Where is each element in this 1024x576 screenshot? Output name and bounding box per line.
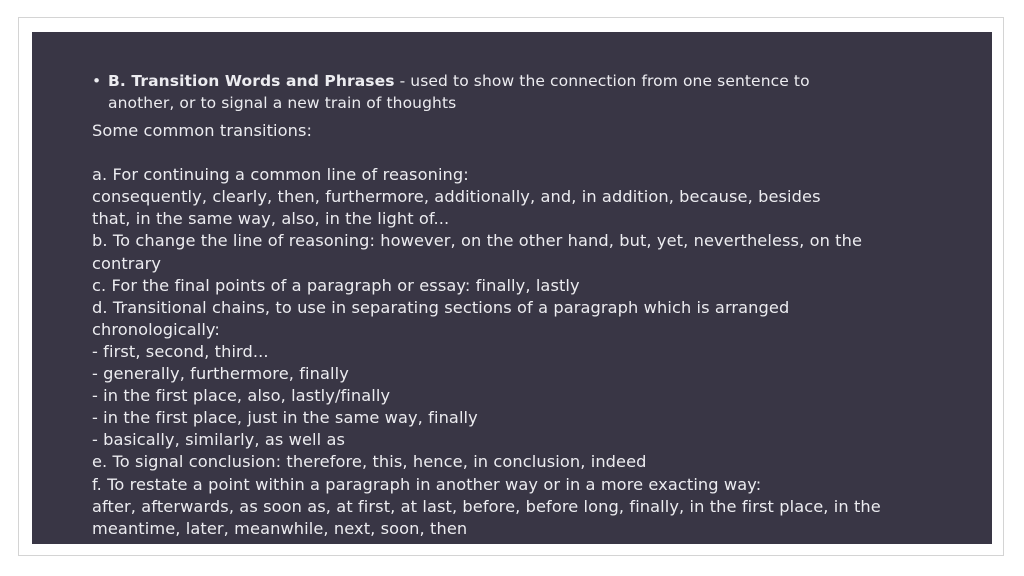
bullet-item — [92, 70, 912, 114]
bullet-text — [108, 70, 912, 114]
body-line: meantime, later, meanwhile, next, soon, then — [92, 518, 468, 538]
body-line: - in the first place, just in the same way, finally — [92, 408, 478, 428]
body-line: d. Transitional chains, to use in separating sections of a paragraph which is arranged — [92, 297, 790, 317]
body-line: b. To change the line of reasoning: however, on the other hand, but, yet, nevertheless, on the — [92, 231, 863, 251]
blank-line — [92, 142, 932, 164]
body-line: - in the first place, also, lastly/finally — [92, 386, 391, 406]
body-line: e. To signal conclusion: therefore, this, hence, in conclusion, indeed — [92, 452, 647, 472]
body-line: that, in the same way, also, in the light of... — [92, 209, 450, 229]
body-line: contrary — [92, 253, 162, 273]
bullet-heading: B. Transition Words and Phrases — [108, 72, 395, 90]
body-line: c. For the final points of a paragraph or essay: finally, lastly — [92, 275, 580, 295]
bullet-dot: • — [92, 72, 102, 90]
body-line: - first, second, third... — [92, 341, 269, 361]
body-text — [92, 120, 932, 540]
body-line: consequently, clearly, then, furthermore, additionally, and, in addition, because, besides — [92, 187, 821, 207]
bullet-text-line1: - used to show the connection from one sentence to — [394, 72, 810, 90]
body-line: chronologically: — [92, 319, 220, 339]
body-line: - generally, furthermore, finally — [92, 364, 349, 384]
slide-panel — [32, 32, 992, 544]
bullet-text-line2: another, or to signal a new train of thoughts — [108, 94, 457, 112]
body-line: f. To restate a point within a paragraph in another way or in a more exacting way: — [92, 474, 762, 494]
body-line: - basically, similarly, as well as — [92, 430, 346, 450]
intro-line: Some common transitions: — [92, 121, 313, 140]
body-line: a. For continuing a common line of reasoning: — [92, 165, 469, 185]
body-line: after, afterwards, as soon as, at first, at last, before, before long, finally, in the first place, in the — [92, 496, 881, 516]
